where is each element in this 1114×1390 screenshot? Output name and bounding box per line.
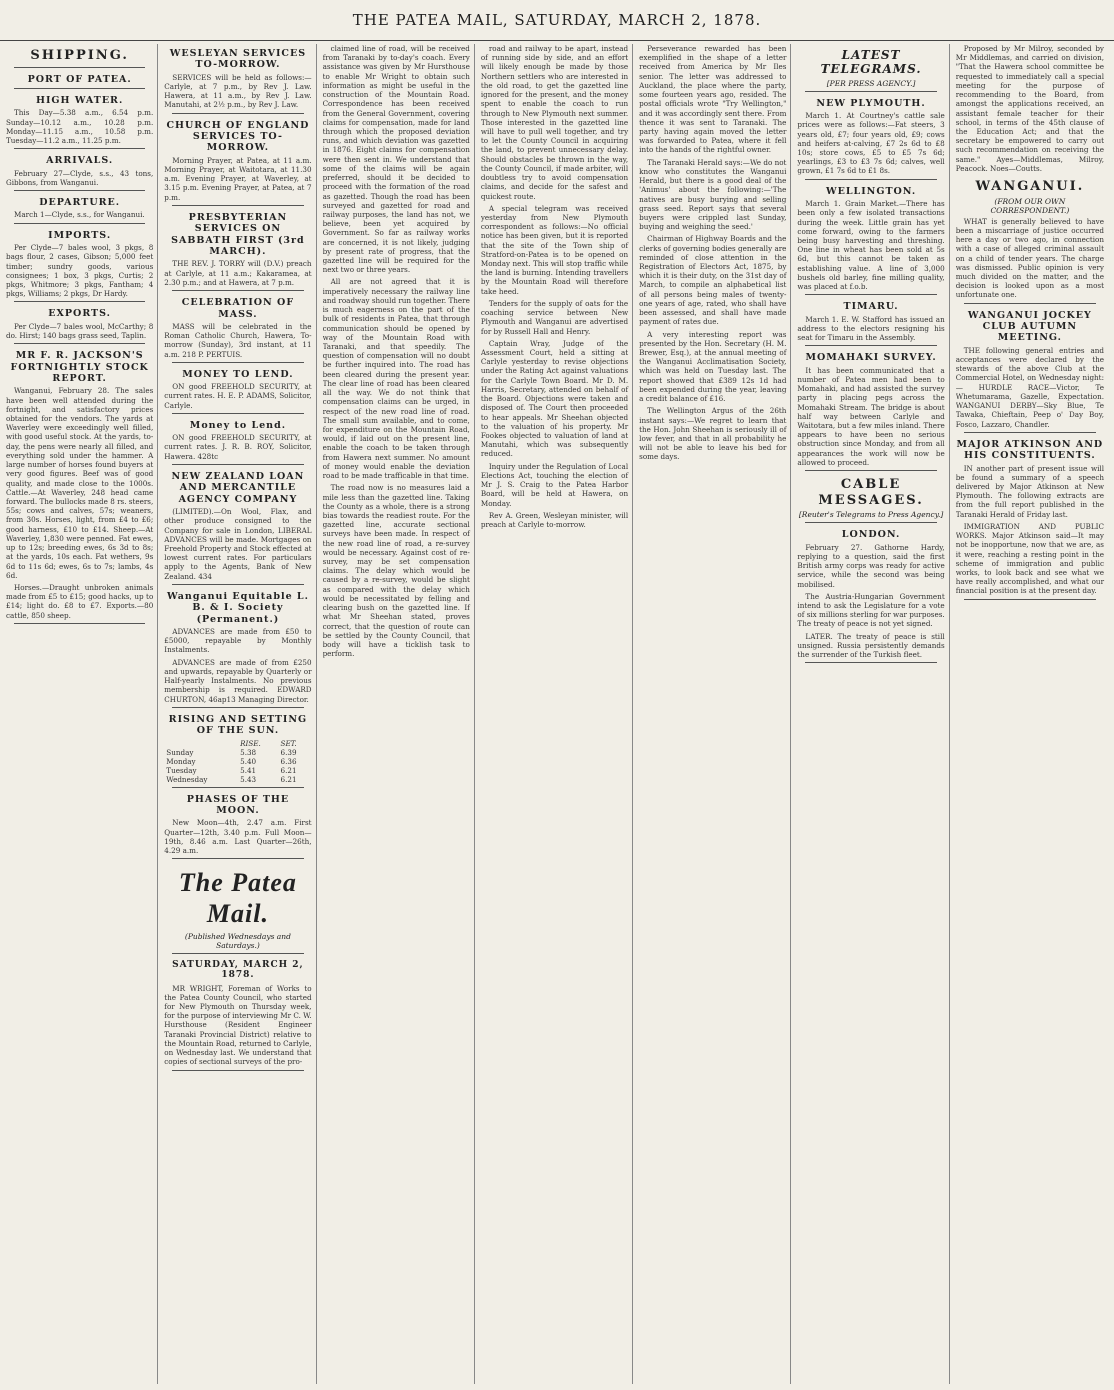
- section-rule: [172, 464, 303, 465]
- article-subheading: (FROM OUR OWN CORRESPONDENT.): [990, 196, 1070, 215]
- sun-table-header-cell: RISE.: [240, 738, 261, 748]
- article: [164, 420, 311, 465]
- article: [639, 44, 786, 462]
- article-heading: PRESBYTERIAN SERVICES ON SABBATH FIRST (3rd MARCH).: [171, 211, 305, 258]
- article-paragraph: The Taranaki Herald says:—We do not know who constitutes the Wanganui Herald, but there is a good deal of the 'Animus' about the following:—'The natives are busy burying and selling grass seed. Report says that several buyers were crippled last Sunday, buying and weighing the seed.': [639, 157, 787, 232]
- column-4: [481, 44, 633, 1384]
- article-paragraph: Wanganui, February 28. The sales have been well attended during the fortnight, and satisfactory prices obtained for the vendors. The yards at Waverley were exceedingly well filled, with good useful stock. At the yards, to-day, the pens were nearly all filled, and everything sold under the hammer. A large number of horses found buyers at very good figures. Beef was of good quality, and made close to the 1000s. Cattle.—At Waverley, 248 head came forward. The bullocks made 8 rs. steers, 55s; cows and calves, 57s; weaners, from 30s. Horses, light, from £4 to £6; good harness, £10 to £14. Sheep.—At Waverley, 1,830 were penned. Fat ewes, up to 12s; breeding ewes, 6s 3d to 8s; at the yards, 10s each. Fat wethers, 9s 6d to 11s 6d; ewes, 6s to 7s; lambs, 4s 6d.: [6, 386, 154, 580]
- article-subheading: (Published Wednesdays and Saturdays.): [184, 931, 291, 950]
- section-rule: [172, 205, 303, 206]
- article-paragraph: A very interesting report was presented by the Hon. Secretary (H. M. Brewer, Esq.), at the annual meeting of the Wanganui Acclimatisation Society, which was held on Tuesday last. The report showed that £389 12s 1d had been expended during the year, leaving a credit balance of £16.: [639, 329, 787, 404]
- section-rule: [172, 584, 303, 585]
- article: [956, 310, 1104, 433]
- article-heading: TIMARU.: [843, 301, 899, 313]
- article-heading: MR F. R. JACKSON'S FORTNIGHTLY STOCK REPORT.: [10, 350, 149, 384]
- article: [956, 179, 1104, 304]
- sun-table-cell: 5.40: [240, 756, 257, 766]
- article-paragraph: Chairman of Highway Boards and the clerks of governing bodies generally are reminded of close attention in the Registration of Electors Act, 1875, by which it is their duty, on the 31st day of March, to compile an alphabetical list of all persons being males of twenty-one years of age, rated, who shall have been assessed, and shall have made payment of rates due.: [639, 234, 787, 327]
- article-paragraph: March 1—Clyde, s.s., for Wanganui.: [14, 210, 145, 220]
- article-paragraph: New Moon—4th, 2.47 a.m. First Quarter—12th, 3.40 p.m. Full Moon—19th, 8.46 a.m. Last Quarter—26th, 4.29 a.m.: [164, 818, 312, 855]
- article-heading: CELEBRATION OF MASS.: [181, 297, 295, 320]
- article-paragraph: Proposed by Mr Milroy, seconded by Mr Middlemas, and carried on division, "That the Hawera school committee be requested to immediately call a special meeting for the purpose of recommending to the Board, from amongst the applications received, an assistant female teacher for their school, in terms of the 45th clause of the Education Act; and that the secretary be empowered to carry out such recommendation on receiving the same." Ayes—Middlemas, Milroy, Peacock. Noes—Coutts.: [955, 44, 1104, 173]
- section-rule: [172, 113, 303, 114]
- article-heading: WANGANUI JOCKEY CLUB AUTUMN MEETING.: [967, 309, 1092, 344]
- article: [323, 44, 470, 658]
- article: [164, 960, 311, 1071]
- article: [797, 301, 944, 346]
- article-paragraph: The Austria-Hungarian Government intend to ask the Legislature for a vote of six millions sterling for war purposes. The treaty of peace is not yet signed.: [797, 591, 945, 629]
- article-heading: LATEST TELEGRAMS.: [820, 48, 922, 77]
- article: [6, 155, 153, 191]
- section-rule: [805, 345, 936, 346]
- sun-table-cell: 6.21: [280, 765, 297, 775]
- article: [481, 44, 628, 529]
- article: [6, 308, 153, 344]
- article-heading: Wanganui Equitable L. B. & I. Society (Permanent.): [166, 590, 309, 625]
- article-paragraph: IN another part of present issue will be found a summary of a speech delivered by Major Atkinson at New Plymouth. The following extracts are from the full report published in the Taranaki Herald of Friday last.: [955, 463, 1104, 519]
- article-heading: IMPORTS.: [48, 229, 112, 241]
- section-rule: [964, 303, 1096, 304]
- section-rule: [172, 707, 303, 708]
- article-heading: Money to Lend.: [189, 419, 287, 431]
- section-rule: [964, 432, 1096, 433]
- section-rule: [14, 623, 145, 624]
- section-rule: [14, 67, 145, 68]
- article-heading: WANGANUI.: [975, 179, 1085, 195]
- article-paragraph: Perseverance rewarded has been exemplified in the shape of a letter received from America by Mr Iles senior. The letter was addressed to Auckland, the place where the party, some fourteen years ago, resided. The postal officials wrote "Try Wellington," and it was accordingly sent there. From thence it was sent to Taranaki. The party having again moved the letter was forwarded to Patea, where it fell into the hands of the rightful owner.: [639, 44, 787, 155]
- article: [797, 186, 944, 296]
- article-heading: CABLE MESSAGES.: [818, 477, 924, 508]
- column-6: [797, 44, 949, 1384]
- article-heading: LONDON.: [841, 529, 901, 541]
- column-3: [323, 44, 475, 1384]
- article: [956, 44, 1104, 173]
- article-paragraph: THE following general entries and acceptances were declared by the stewards of the above Club at the Commercial Hotel, on Wednesday night:— HURDLE RACE—Victor, Te Whetumarama, Gazelle, Expectation. WANGANUI DERBY—Sky Blue, Te Tawaka, Chieftain, Peep o' Day Boy, Fosco, Lazzaro, Chandler.: [955, 345, 1104, 429]
- article-heading: MAJOR ATKINSON AND HIS CONSTITUENTS.: [956, 438, 1104, 462]
- article-heading: WELLINGTON.: [825, 185, 917, 197]
- article-heading: PHASES OF THE MOON.: [186, 793, 290, 816]
- sun-table-cell: 6.36: [280, 756, 297, 766]
- section-rule: [172, 290, 303, 291]
- article-subheading: [PER PRESS AGENCY.]: [826, 78, 916, 88]
- article-heading: MONEY TO LEND.: [182, 368, 294, 380]
- article: [797, 352, 944, 471]
- article: [164, 48, 311, 114]
- article: [164, 369, 311, 414]
- sun-table: [164, 739, 311, 784]
- sun-table-header-cell: [164, 739, 238, 748]
- section-rule: [805, 662, 936, 663]
- section-rule: [172, 953, 303, 954]
- article-paragraph: THE REV. J. TORRY will (D.V.) preach at Carlyle, at 11 a.m.; Kakaramea, at 2.30 p.m.; and at Hawera, at 7 p.m.: [164, 259, 312, 287]
- article-paragraph: February 27—Clyde, s.s., 43 tons, Gibbons, from Wanganui.: [6, 168, 154, 187]
- section-rule: [805, 294, 936, 295]
- article: [6, 74, 153, 89]
- article-paragraph: It has been communicated that a number of Patea men had been to Momahaki, and had assisted the survey party in placing pegs across the Momahaki Stream. The bridge is about half way between Carlyle and Waitotara, but a few miles inland. There appears to have been no serious obstruction since Monday, and from all appearances the work will now be allowed to proceed.: [797, 365, 945, 467]
- sun-table-cell: 5.41: [240, 765, 257, 775]
- article: [164, 591, 311, 708]
- section-rule: [172, 1070, 303, 1071]
- section-rule: [14, 301, 145, 302]
- section-rule: [14, 343, 145, 344]
- section-rule: [172, 413, 303, 414]
- article-paragraph: (LIMITED).—On Wool, Flax, and other produce consigned to the Company for sale in London, LIBERAL ADVANCES will be made. Mortgages on Freehold Property and Stock effected at lowest current rates. For particulars apply to the Agents, Bank of New Zealand. 434: [164, 507, 312, 581]
- article: [6, 95, 153, 149]
- section-rule: [805, 522, 936, 523]
- article-paragraph: ON good FREEHOLD SECURITY, at current rates. J. R. B. ROY, Solicitor, Hawera. 428tc: [164, 433, 312, 461]
- sun-table-row: [164, 757, 311, 766]
- article-paragraph: The road now is no measures laid a mile less than the gazetted line. Taking the County as a whole, there is a strong bias towards the readiest route. For the gazetted line, accurate sectional surveys have been made. In respect of the new road line of road, a re-survey would be necessary. Against cost of re-survey, may be set compensation claims. The delay which would be caused by a re-survey, would be slight as compared with the delay which would be necessitated by felling and clearing bush on the gazetted line. If what Mr Sheehan stated, proves correct, that the question of route can be settled by the County Council, that body will have a ticklish task to perform.: [322, 483, 470, 659]
- article-paragraph: Morning Prayer, at Patea, at 11 a.m. Morning Prayer, at Waitotara, at 11.30 a.m. Evening Prayer, at Waverley, at 3.15 p.m. Evening Prayer, at Patea, at 7 p.m.: [164, 155, 312, 202]
- article-heading: CHURCH OF ENGLAND SERVICES TO-MORROW.: [166, 119, 310, 154]
- article: [164, 297, 311, 363]
- article-heading: SHIPPING.: [30, 48, 129, 63]
- article: [164, 471, 311, 585]
- section-rule: [14, 190, 145, 191]
- sun-table-cell: 5.43: [240, 774, 257, 784]
- article-paragraph: ADVANCES are made of from £250 and upwards, repayable by Quarterly or Half-yearly Instalments. No previous membership is required. EDWARD CHURTON, 46ap13 Managing Director.: [164, 657, 312, 704]
- article: [797, 529, 944, 663]
- sun-table-cell: Monday: [166, 756, 196, 766]
- article-heading: ARRIVALS.: [46, 155, 114, 167]
- column-5: [639, 44, 791, 1384]
- article-paragraph: ADVANCES are made from £50 to £5000, repayable by Monthly Instalments.: [164, 626, 312, 655]
- section-rule: [172, 362, 303, 363]
- article-paragraph: road and railway to be apart, instead of running side by side, and an effort will likely enough be made by those Northern settlers who are interested in the old road, to get the gazetted line ignored for the present, and the money spent to enable the coach to run through to New Plymouth next summer. Those interested in the gazetted line will have to pull well together, and try to let the County Council in acquiring the land, to prevent unnecessary delay. Should obstacles be thrown in the way, the County Council, if made arbiter, will doubtless try to avoid compensation claims, and decide for the safest and quickest route.: [480, 44, 629, 201]
- columns: [6, 44, 1108, 1384]
- article: [164, 120, 311, 206]
- sun-table-cell: 6.39: [280, 747, 297, 757]
- article-paragraph: MR WRIGHT, Foreman of Works to the Patea County Council, who started for New Plymouth on Thursday week, for the purpose of interviewing Mr C. W. Hursthouse (Resident Engineer Taranaki Provincial District) relative to the Mountain Road, returned to Carlyle, on Wednesday last. We understand that copies of sectional surveys of the pro-: [164, 983, 312, 1067]
- article-paragraph: MASS will be celebrated in the Roman Catholic Church, Hawera, To-morrow (Sunday), 3rd instant, at 11 a.m. 218 P. PERTUIS.: [164, 321, 312, 359]
- article-paragraph: SERVICES will be held as follows:— Carlyle, at 7 p.m., by Rev J. Law. Hawera, at 11 a.m., by Rev J. Law. Manutahi, at 2½ p.m., by Rev J. Law.: [164, 72, 312, 110]
- sun-table-cell: Wednesday: [166, 774, 208, 784]
- article-paragraph: Per Clyde—7 bales wool, 3 pkgs, 8 bags flour, 2 cases, Gibson; 5,000 feet timber; sundry goods, various consignees; 1 box, 3 pkgs, Curtis; 2 pkgs, Whitmore; 3 pkgs, Fantham; 4 pkgs, Williams; 2 pkgs, Dr Hardy.: [6, 243, 154, 299]
- sun-table-row: [164, 748, 311, 757]
- article: [164, 794, 311, 860]
- article-paragraph: March 1. Grain Market.—There has been only a few isolated transactions during the week. Little grain has yet come forward, owing to the farmers being busy harvesting and threshing. One line in wheat has been sold at 5s 6d, but this cannot be taken as establishing value. A line of 3,000 bushels old barley, fine milling quality, was placed at f.o.b.: [797, 199, 945, 292]
- article-paragraph: IMMIGRATION AND PUBLIC WORKS. Major Atkinson said—It may not be inopportune, now that we are, as it were, reaching a resting point in the scheme of immigration and public works, to look back and see what we have really accomplished, and what our financial position is at the present day.: [955, 521, 1104, 596]
- article: [6, 48, 153, 68]
- sun-table-cell: 5.38: [240, 747, 257, 757]
- sun-table-cell: Tuesday: [166, 765, 197, 775]
- section-rule: [14, 88, 145, 89]
- article-paragraph: Captain Wray, Judge of the Assessment Court, held a sitting at Carlyle yesterday to revise objections under the Rating Act against valuations for the Carlyle Town Board. Mr D. M. Harris, Secretary, attended on behalf of the Board. Objections were taken and disposed of. The Court then proceeded to hear appeals. Mr Sheehan objected to the valuation of his property. Mr Fookes objected to valuation of land at Manutahi, which was subsequently reduced.: [480, 338, 629, 459]
- article-paragraph: WHAT is generally believed to have been a miscarriage of justice occurred here a day or two ago, in connection with a case of alleged criminal assault on a child of tender years. The charge was dismissed. Public opinion is very much divided on the matter, and the decision is looked upon as a most unfortunate one.: [955, 216, 1104, 300]
- article-heading: DEPARTURE.: [39, 197, 121, 209]
- article-paragraph: ON good FREEHOLD SECURITY, at current rates. H. E. P. ADAMS, Solicitor, Carlyle.: [164, 382, 312, 410]
- article-paragraph: Per Clyde—7 bales wool, McCarthy; 8 do. Hirst; 140 bags grass seed, Taplin.: [6, 321, 154, 340]
- article-paragraph: claimed line of road, will be received from Taranaki by to-day's coach. Every assistance was given by Mr Hursthouse to enable Mr Wright to obtain such information as might be useful in the construction of the Mountain Road. Correspondence has been received from the General Government, covering claims for compensation, made for land through which the proposed deviation runs, and which deviation was gazetted in 1876. Eight claims for compensation were then sent in. We understand that some of the claims will be again preferred, should it be decided to proceed with the formation of the road as gazetted. Though the road has been surveyed and gazetted for road and railway purposes, the land has not, we believe, been yet acquired by Government. So far as railway works are concerned, it is not likely, judging by present rate of progress, that the gazetted line will be required for the next two or three years.: [322, 44, 470, 275]
- article: [164, 714, 311, 788]
- article-paragraph: A special telegram was received yesterday from New Plymouth correspondent as follows:—No official notice has been given, but it is reported that the site of the Town ship of Stratford-on-Patea is to be opened on Monday next. This will stop traffic while the land is burning. Intending travellers by the Mountain Road will therefore take heed.: [480, 203, 629, 296]
- article-subheading: [Reuter's Telegrams to Press Agency.]: [798, 510, 944, 520]
- section-rule: [805, 470, 936, 471]
- article-paragraph: Rev A. Green, Wesleyan minister, will preach at Carlyle to-morrow.: [480, 510, 629, 529]
- article-heading: NEW PLYMOUTH.: [816, 97, 926, 109]
- article-paragraph: This Day—5.38 a.m., 6.54 p.m. Sunday—10.12 a.m., 10.28 p.m. Monday—11.15 a.m., 10.58 p.m. Tuesday—11.2 a.m., 11.25 p.m.: [6, 108, 154, 146]
- column-2: [164, 44, 316, 1384]
- article-paragraph: The Wellington Argus of the 26th instant says:—We regret to learn that the Hon. John Sheehan is seriously ill of low fever, and that in all probability he will not be able to leave his bed for some days.: [639, 406, 787, 462]
- sun-table-row: [164, 766, 311, 775]
- article: [956, 439, 1104, 600]
- article-paragraph: March 1. E. W. Stafford has issued an address to the electors resigning his seat for Timaru in the Assembly.: [797, 314, 945, 343]
- section-rule: [172, 858, 303, 859]
- article-heading: EXPORTS.: [48, 308, 111, 320]
- sun-table-cell: 6.21: [280, 774, 297, 784]
- article: [164, 867, 311, 953]
- sun-table-header-cell: SET.: [280, 738, 297, 748]
- article-heading: SATURDAY, MARCH 2, 1878.: [172, 959, 304, 980]
- article: [797, 48, 944, 92]
- section-rule: [805, 179, 936, 180]
- article-paragraph: Tenders for the supply of oats for the coaching service between New Plymouth and Wanganui are advertised for by Russell Hall and Henry.: [480, 298, 629, 336]
- article-paragraph: All are not agreed that it is imperatively necessary the railway line and roadway should run together. There is much eagerness on the part of the bulk of residents in Patea, that through communication should be opened by way of the Mountain Road with Taranaki, and that speedily. The question of compensation will no doubt be further inquired into. The road has been cleared during the present year. The clear line of road has been cleared all the way. We do not think that compensation claims can be urged, in respect of the new road line of road. The small sum available, and to come, for expenditure on the Mountain Road, would, if laid out on the present line, enable the coach to be taken through from Hawera next summer. No amount of money would enable the deviation road to be made trafficable in that time.: [322, 277, 470, 481]
- sun-table-cell: Sunday: [166, 747, 194, 757]
- sun-table-header: [164, 739, 311, 748]
- article-paragraph: Inquiry under the Regulation of Local Elections Act, touching the election of Mr J. S. Craig to the Patea Harbor Board, will be held at Hawera, on Monday.: [480, 461, 629, 508]
- masthead: THE PATEA MAIL, SATURDAY, MARCH 2, 1878.: [0, 0, 1114, 41]
- article: [6, 350, 153, 624]
- article-heading: MOMAHAKI SURVEY.: [805, 352, 937, 364]
- article-heading: HIGH WATER.: [36, 94, 124, 106]
- article-heading: PORT OF PATEA.: [27, 73, 132, 85]
- article-paragraph: February 27. Gathorne Hardy, replying to a question, said the first British army corps was ready for active service, while the second was being mobilised.: [797, 542, 945, 589]
- section-rule: [14, 148, 145, 149]
- article-heading: WESLEYAN SERVICES TO-MORROW.: [169, 48, 307, 71]
- article: [6, 197, 153, 224]
- article: [797, 477, 944, 523]
- section-rule: [805, 91, 936, 92]
- article-paragraph: March 1. At Courtney's cattle sale prices were as follows:—Fat steers, 3 years old, £7; four years old, £9; cows and heifers at-calving, £7 2s 6d to £8 10s; store cows, £5 to £5 7s 6d; yearlings, £3 to £3 7s 6d; calves, well grown, £1 7s 6d to £1 8s.: [797, 111, 945, 176]
- section-rule: [172, 787, 303, 788]
- article: [797, 98, 944, 180]
- section-rule: [14, 223, 145, 224]
- section-rule: [964, 599, 1096, 600]
- article: [6, 230, 153, 303]
- article: [164, 212, 311, 291]
- article-paragraph: Horses.—Draught unbroken animals made from £5 to £15; good hacks, up to £14; light do. £8 to £7. Exports.—80 cattle, 850 sheep.: [6, 582, 154, 620]
- article-heading: NEW ZEALAND LOAN AND MERCANTILE AGENCY COMPANY: [171, 470, 305, 505]
- column-1: [6, 44, 158, 1384]
- article-heading: The Patea Mail.: [178, 868, 297, 929]
- column-7: [956, 44, 1108, 1384]
- article-heading: RISING AND SETTING OF THE SUN.: [168, 713, 308, 737]
- sun-table-row: [164, 775, 311, 784]
- article-paragraph: LATER. The treaty of peace is still unsigned. Russia persistently demands the surrender of the Turkish fleet.: [797, 631, 945, 660]
